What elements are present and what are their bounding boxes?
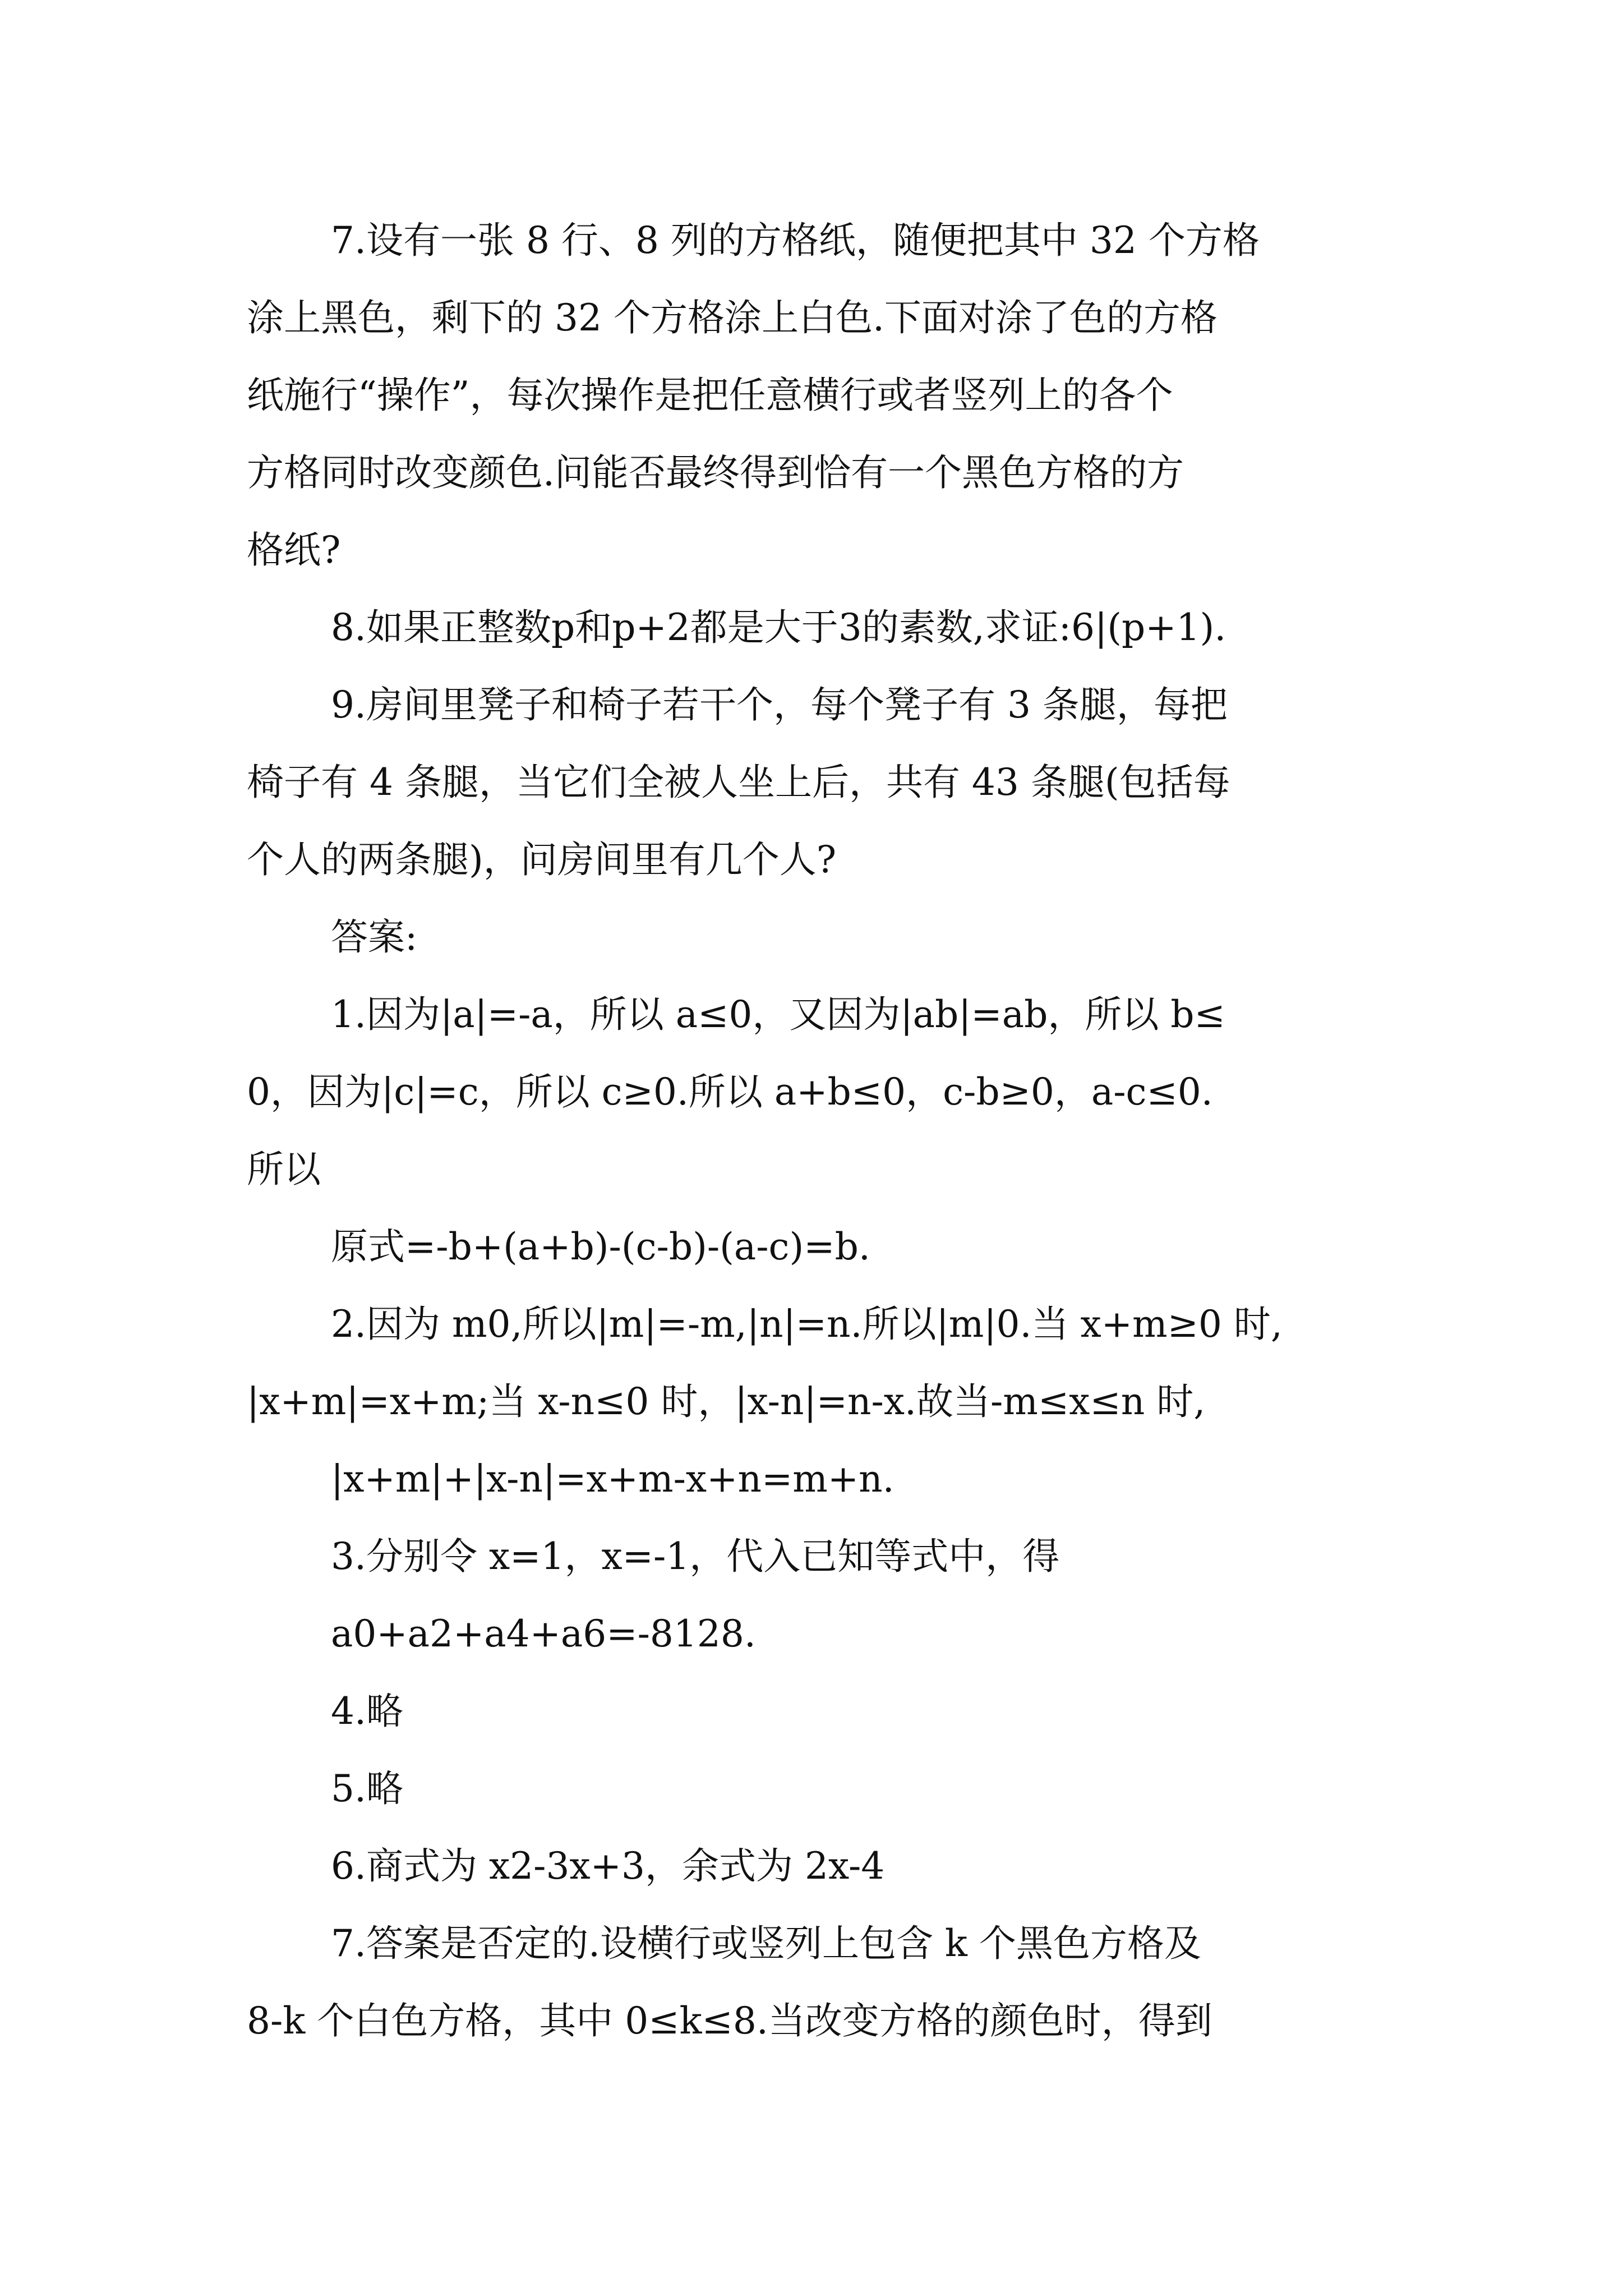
answer-4 bbox=[247, 1673, 1391, 1750]
answer-7-line-1: 7.答案是否定的.设横行或竖列上包含 k 个黑色方格及 bbox=[331, 1922, 1201, 1965]
question-9-line-3: 个人的两条腿)，问房间里有几个人? bbox=[247, 838, 837, 881]
answers-heading: 答案: bbox=[331, 915, 418, 959]
question-7-line-3: 纸施行“操作”，每次操作是把任意横行或者竖列上的各个 bbox=[247, 374, 1173, 417]
answer-7-line-2: 8-k 个白色方格，其中 0≤k≤8.当改变方格的颜色时，得到 bbox=[247, 1999, 1212, 2042]
question-9-line-1: 9.房间里凳子和椅子若干个，每个凳子有 3 条腿，每把 bbox=[331, 683, 1228, 726]
document-body bbox=[247, 202, 1391, 2060]
question-7-line-4: 方格同时改变颜色.问能否最终得到恰有一个黑色方格的方 bbox=[247, 451, 1184, 494]
answer-2-line-2: |x+m|=x+m;当 x-n≤0 时，|x-n|=n-x.故当-m≤x≤n 时, bbox=[247, 1380, 1206, 1423]
answer-4-line-1: 4.略 bbox=[331, 1690, 403, 1733]
question-9-line-2: 椅子有 4 条腿，当它们全被人坐上后，共有 43 条腿(包括每 bbox=[247, 761, 1230, 804]
answer-2-line-1: 2.因为 m0,所以|m|=-m,|n|=n.所以|m|0.当 x+m≥0 时, bbox=[331, 1303, 1283, 1346]
answer-1-formula: 原式=-b+(a+b)-(c-b)-(a-c)=b. bbox=[331, 1225, 870, 1268]
answer-6-line-1: 6.商式为 x2-3x+3，余式为 2x-4 bbox=[331, 1844, 885, 1888]
answer-3-formula: a0+a2+a4+a6=-8128. bbox=[331, 1612, 756, 1655]
answer-2 bbox=[247, 1286, 1391, 1518]
answer-3-line-1: 3.分别令 x=1，x=-1，代入已知等式中，得 bbox=[331, 1535, 1060, 1578]
answer-1-line-3: 所以 bbox=[247, 1148, 321, 1191]
question-7 bbox=[247, 202, 1391, 589]
answer-6 bbox=[247, 1828, 1391, 1905]
question-7-line-1: 7.设有一张 8 行、8 列的方格纸，随便把其中 32 个方格 bbox=[331, 219, 1260, 262]
question-8 bbox=[247, 589, 1391, 666]
answer-1 bbox=[247, 976, 1391, 1286]
answer-1-line-2: 0，因为|c|=c，所以 c≥0.所以 a+b≤0，c-b≥0，a-c≤0. bbox=[247, 1070, 1213, 1114]
question-7-line-2: 涂上黑色，剩下的 32 个方格涂上白色.下面对涂了色的方格 bbox=[247, 296, 1218, 339]
answer-1-line-1: 1.因为|a|=-a，所以 a≤0，又因为|ab|=ab，所以 b≤ bbox=[331, 993, 1225, 1036]
answer-5 bbox=[247, 1750, 1391, 1828]
answer-7 bbox=[247, 1905, 1391, 2060]
question-9 bbox=[247, 666, 1391, 899]
question-7-line-5: 格纸? bbox=[247, 528, 341, 572]
answer-2-formula: |x+m|+|x-n|=x+m-x+n=m+n. bbox=[331, 1457, 895, 1501]
question-8-line-1: 8.如果正整数p和p+2都是大于3的素数,求证:6|(p+1). bbox=[331, 606, 1227, 649]
answer-3 bbox=[247, 1518, 1391, 1673]
answer-5-line-1: 5.略 bbox=[331, 1767, 403, 1810]
